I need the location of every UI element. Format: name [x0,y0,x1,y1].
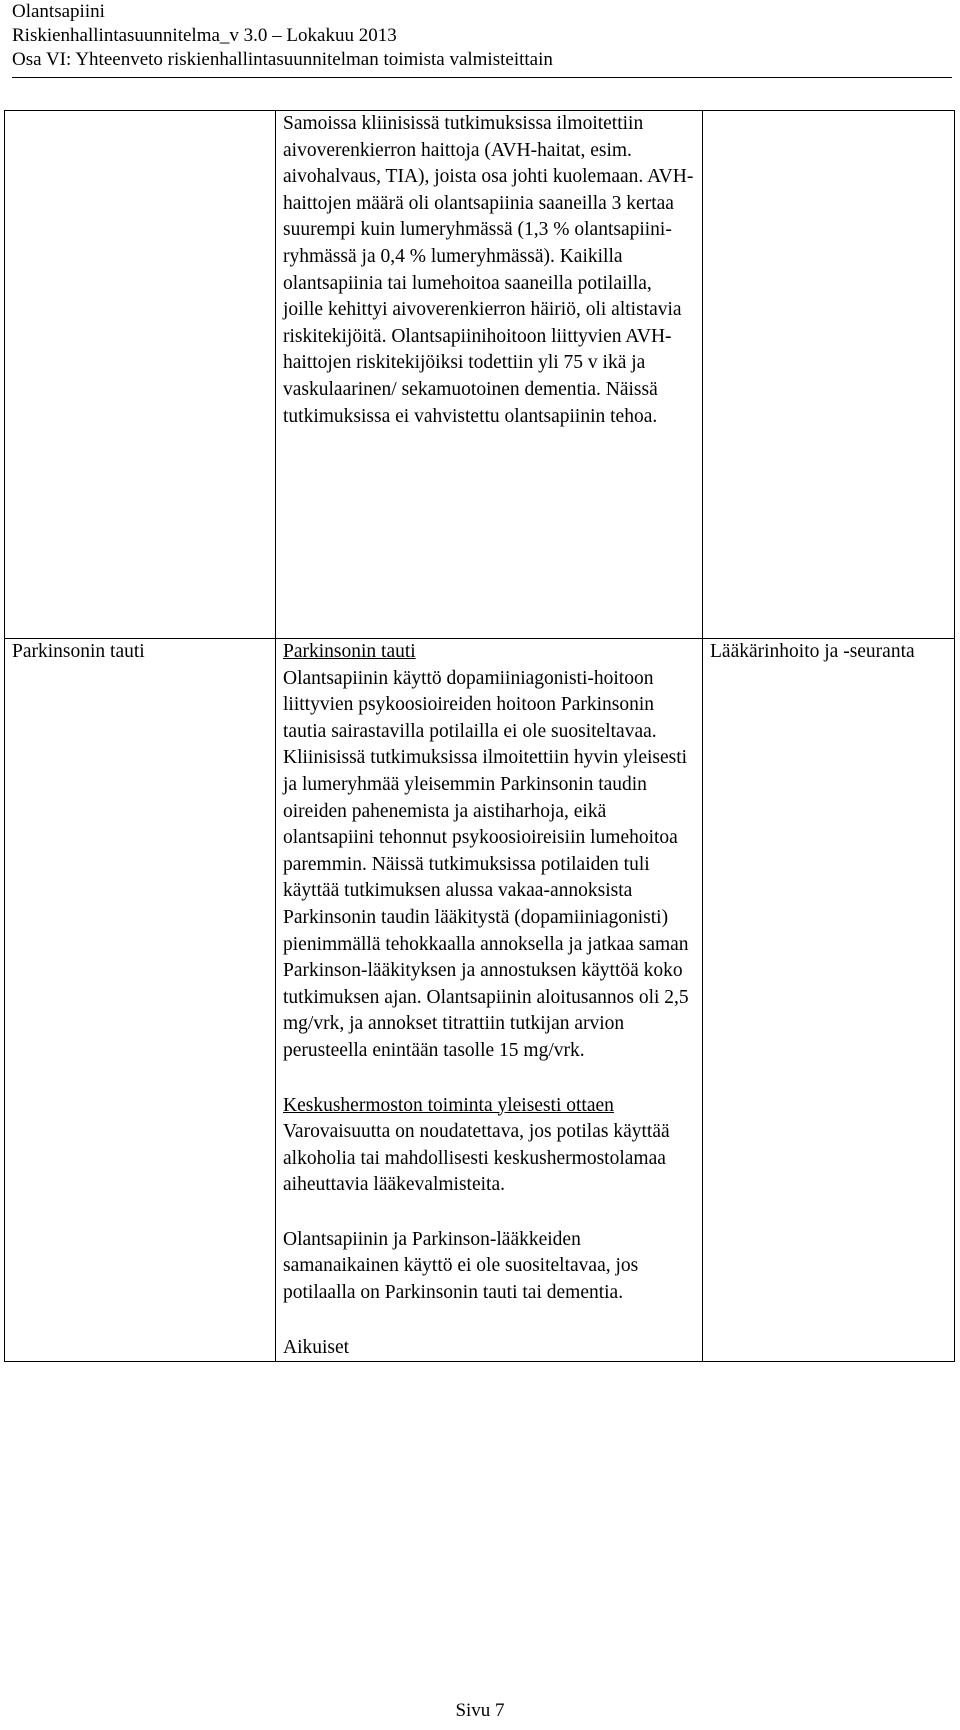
table-cell-risk [5,111,276,639]
header-section-title: Osa VI: Yhteenveto riskienhallintasuunnitelman toimista valmisteittain [12,49,553,70]
table-cell-description [276,111,703,639]
cns-text: Varovaisuutta on noudatettava, jos potilas käyttää alkoholia tai mahdollisesti keskushermostolamaa aiheuttavia lääkevalmisteita. [283,1121,670,1196]
adults-text: Aikuiset [283,1336,350,1358]
table-cell-description [276,639,703,1362]
measure-text: Lääkärinhoito ja -seuranta [710,641,915,662]
table-row [5,639,955,1362]
risk-name: Parkinsonin tauti [12,641,145,662]
header-divider [12,77,952,78]
page-number: Sivu 7 [455,1700,505,1721]
parkinson-heading: Parkinsonin tauti [283,641,416,662]
risk-table [4,110,955,1362]
table-cell-measures [703,111,955,639]
page-header [12,0,948,72]
table-cell-measures [703,639,955,1362]
header-document-version: Riskienhallintasuunnitelma_v 3.0 – Lokakuu 2013 [12,25,397,46]
stroke-risk-text: Samoissa kliinisissä tutkimuksissa ilmoitettiin aivoverenkierron haittoja (AVH-haitat, esim. aivohalvaus, TIA), joista osa johti kuolemaan. AVH-haittojen määrä oli olantsapiinia saaneilla 3 kertaa suurempi kuin lumeryhmässä (1,3 % olantsapiini-ryhmässä ja 0,4 % lumeryhmässä). Kaikilla olantsapiinia tai lumehoitoa saaneilla potilailla, joille kehittyi aivoverenkierron häiriö, oli altistavia riskitekijöitä. Olantsapiinihoitoon liittyvien AVH-haittojen riskitekijöiksi todettiin yli 75 v ikä ja vaskulaarinen/ sekamuotoinen dementia. Näissä tutkimuksissa ei vahvistettu olantsapiinin tehoa. [283,113,694,427]
table-cell-risk [5,639,276,1362]
cns-heading: Keskushermoston toiminta yleisesti ottaen [283,1094,614,1116]
table-row [5,111,955,639]
header-product-name: Olantsapiini [12,1,105,22]
parkinson-text: Olantsapiinin käyttö dopamiiniagonisti-hoitoon liittyvien psykoosioireiden hoitoon Parkinsonin tautia sairastavilla potilailla ei ole suositeltavaa. Kliinisissä tutkimuksissa ilmoitettiin hyvin yleisesti ja lumeryhmää yleisemmin Parkinsonin taudin oireiden pahenemista ja aistiharhoja, eikä olantsapiini tehonnut psykoosioireisiin lumehoitoa paremmin. Näissä tutkimuksissa potilaiden tuli käyttää tutkimuksen alussa vakaa-annoksista Parkinsonin taudin lääkitystä (dopamiiniagonisti) pienimmällä tehokkaalla annoksella ja jatkaa saman Parkinson-lääkityksen ja annostuksen käyttöä koko tutkimuksen ajan. Olantsapiinin aloitusannos oli 2,5 mg/vrk, ja annokset titrattiin tutkijan arvion perusteella enintään tasolle 15 mg/vrk. [283,667,689,1061]
combination-text: Olantsapiinin ja Parkinson-lääkkeiden samanaikainen käyttö ei ole suositeltavaa, jos potilaalla on Parkinsonin tauti tai dementia. [283,1228,639,1304]
